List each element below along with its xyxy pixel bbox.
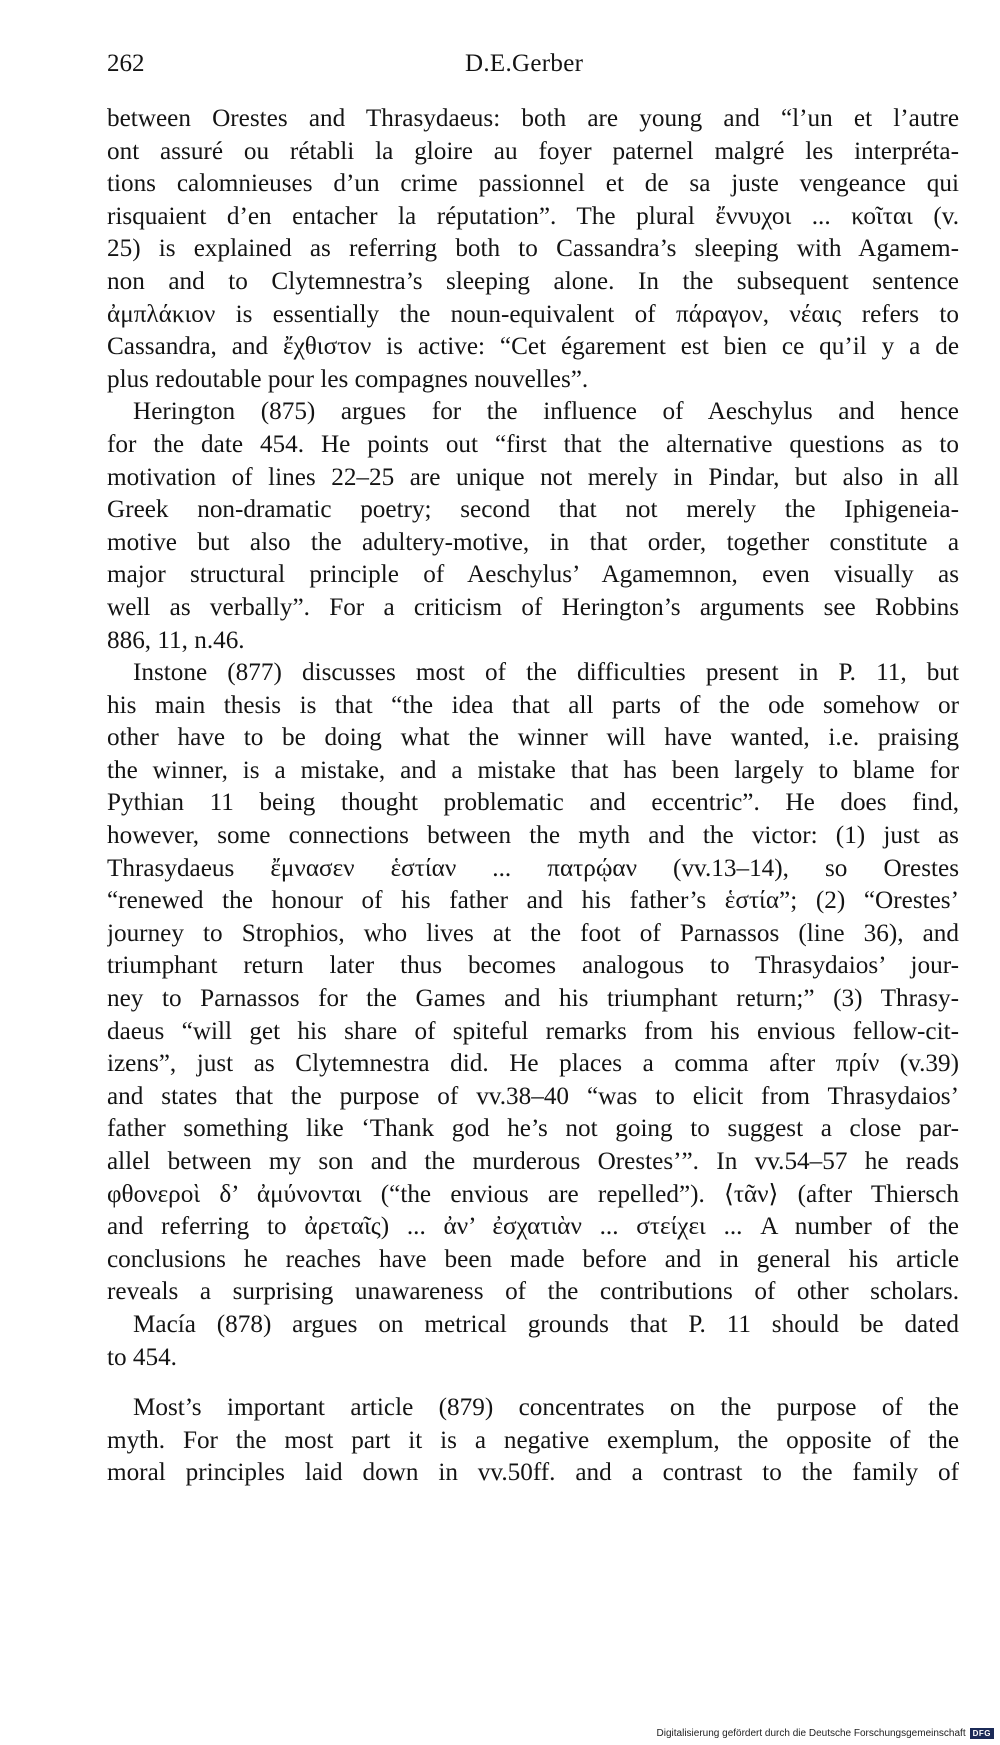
text-line: Thrasydaeus ἔμνασεν ἑστίαν ... πατρῴαν (vv.13–14), so Orestes bbox=[107, 854, 959, 882]
text-line: izens”, just as Clytemnestra did. He places a comma after πρίν (v.39) bbox=[107, 1050, 959, 1078]
text-line: plus redoutable pour les compagnes nouvelles”. bbox=[107, 365, 589, 393]
text-line: allel between my son and the murderous Orestes’”. In vv.54–57 he reads bbox=[107, 1148, 959, 1175]
text-line: 25) is explained as referring both to Cassandra’s sleeping with Agamem- bbox=[107, 235, 959, 263]
text-line: other have to be doing what the winner will have wanted, i.e. praising bbox=[107, 724, 959, 752]
digitization-footer bbox=[657, 1728, 994, 1739]
dfg-logo: DFG bbox=[970, 1728, 994, 1739]
text-line: motivation of lines 22–25 are unique not merely in Pindar, but also in all bbox=[107, 463, 959, 491]
text-line: 886, 11, n.46. bbox=[107, 626, 245, 654]
text-line: moral principles laid down in vv.50ff. and a contrast to the family of bbox=[107, 1459, 959, 1487]
text-line: ney to Parnassos for the Games and his triumphant return;” (3) Thrasy- bbox=[107, 985, 959, 1013]
text-line: daeus “will get his share of spiteful remarks from his envious fellow-cit- bbox=[107, 1017, 959, 1045]
text-line: Cassandra, and ἔχθιστον is active: “Cet égarement est bien ce qu’il y a de bbox=[107, 333, 959, 361]
text-line: Pythian 11 being thought problematic and eccentric”. He does find, bbox=[107, 789, 959, 817]
text-line: triumphant return later thus becomes analogous to Thrasydaios’ jour- bbox=[107, 952, 959, 980]
text-line: the winner, is a mistake, and a mistake that has been largely to blame for bbox=[107, 756, 959, 784]
text-line: his main thesis is that “the idea that all parts of the ode somehow or bbox=[107, 691, 959, 719]
text-line: ont assuré ou rétabli la gloire au foyer paternel malgré les interpréta- bbox=[107, 137, 959, 165]
text-line: however, some connections between the myth and the victor: (1) just as bbox=[107, 822, 959, 850]
text-line: myth. For the most part it is a negative exemplum, the opposite of the bbox=[107, 1426, 959, 1454]
text-line: conclusions he reaches have been made before and in general his article bbox=[107, 1245, 959, 1273]
text-line: and referring to ἀρεταῖς) ... ἀν’ ἐσχατιὰν ... στείχει ... A number of the bbox=[107, 1213, 959, 1241]
paragraph-start-line: Macía (878) argues on metrical grounds that P. 11 should be dated bbox=[133, 1310, 959, 1338]
text-line: “renewed the honour of his father and his father’s ἑστία”; (2) “Orestes’ bbox=[107, 887, 959, 915]
paragraph-start-line: Most’s important article (879) concentrates on the purpose of the bbox=[133, 1394, 959, 1422]
text-line: reveals a surprising unawareness of the contributions of other scholars. bbox=[107, 1278, 959, 1306]
text-line: between Orestes and Thrasydaeus: both are young and “l’un et l’autre bbox=[107, 105, 959, 132]
text-line: φθονεροὶ δ’ ἀμύνονται (“the envious are repelled”). ⟨τᾶν⟩ (after Thiersch bbox=[107, 1180, 959, 1208]
text-line: journey to Strophios, who lives at the foot of Parnassos (line 36), and bbox=[107, 919, 959, 947]
paragraph-gap bbox=[107, 1374, 959, 1392]
text-line: major structural principle of Aeschylus’ Agamemnon, even visually as bbox=[107, 561, 959, 589]
text-line: to 454. bbox=[107, 1343, 177, 1371]
body-text bbox=[107, 103, 959, 1490]
paragraph-start-line: Instone (877) discusses most of the difficulties present in P. 11, but bbox=[133, 659, 959, 687]
text-line: non and to Clytemnestra’s sleeping alone. In the subsequent sentence bbox=[107, 267, 959, 295]
paragraph-start-line: Herington (875) argues for the influence of Aeschylus and hence bbox=[133, 398, 959, 426]
page-header bbox=[107, 50, 959, 84]
digitization-note: Digitalisierung gefördert durch die Deutsche Forschungsgemeinschaft bbox=[656, 1728, 966, 1739]
page-number: 262 bbox=[107, 50, 145, 77]
running-head: D.E.Gerber bbox=[465, 50, 584, 77]
text-line: risquaient d’en entacher la réputation”. The plural ἔννυχοι ... κοῖται (v. bbox=[107, 202, 959, 230]
text-line: for the date 454. He points out “first that the alternative questions as to bbox=[107, 430, 959, 458]
text-line: ἀμπλάκιον is essentially the noun-equivalent of πάραγον, νέαις refers to bbox=[107, 300, 959, 328]
text-line: and states that the purpose of vv.38–40 “was to elicit from Thrasydaios’ bbox=[107, 1082, 959, 1110]
text-line: motive but also the adultery-motive, in that order, together constitute a bbox=[107, 528, 959, 556]
text-line: well as verbally”. For a criticism of Herington’s arguments see Robbins bbox=[107, 593, 959, 621]
text-line: tions calomnieuses d’un crime passionnel et de sa juste vengeance qui bbox=[107, 170, 959, 198]
text-line: father something like ‘Thank god he’s not going to suggest a close par- bbox=[107, 1115, 959, 1143]
text-line: Greek non-dramatic poetry; second that not merely the Iphigeneia- bbox=[107, 496, 959, 524]
